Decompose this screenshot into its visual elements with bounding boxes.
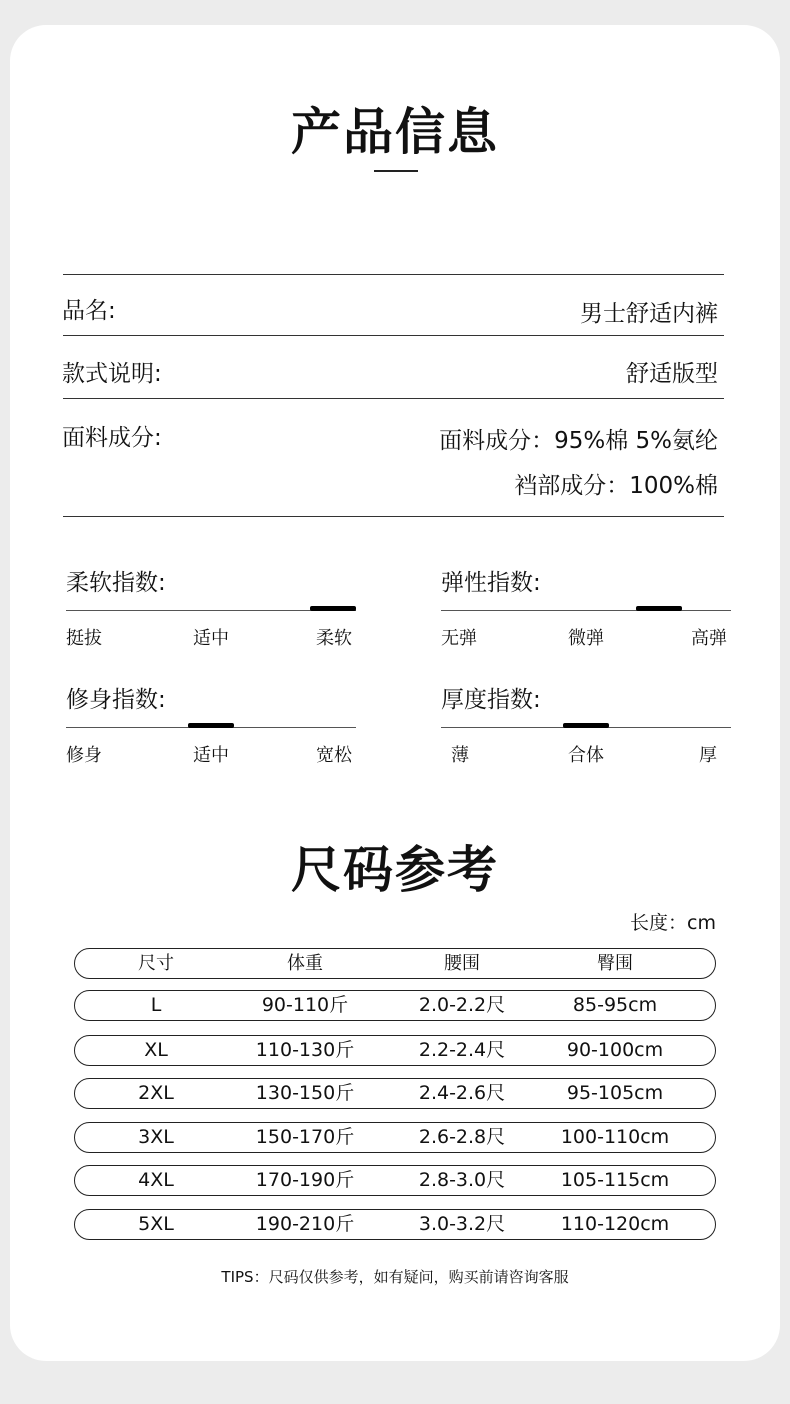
unit-note: 长度：cm bbox=[630, 912, 716, 934]
divider bbox=[63, 335, 724, 336]
meter-label-high: 宽松 bbox=[316, 745, 352, 766]
info-value-crotch: 裆部成分：100%棉 bbox=[514, 473, 718, 499]
cell-weight: 190-210斤 bbox=[255, 1213, 355, 1235]
cell-waist: 2.8-3.0尺 bbox=[418, 1169, 506, 1191]
meter-marker bbox=[636, 606, 682, 611]
meter-title: 厚度指数: bbox=[441, 687, 541, 713]
meter-label-mid: 合体 bbox=[568, 745, 604, 766]
meter-title: 修身指数: bbox=[66, 687, 166, 713]
meter-marker bbox=[188, 723, 234, 728]
meter-label-high: 厚 bbox=[699, 745, 717, 766]
table-row bbox=[74, 1035, 716, 1066]
cell-weight: 90-110斤 bbox=[261, 994, 349, 1016]
cell-hip: 85-95cm bbox=[572, 994, 658, 1016]
meter-label-high: 高弹 bbox=[691, 628, 727, 649]
cell-size: 5XL bbox=[138, 1213, 174, 1235]
cell-size: L bbox=[150, 994, 162, 1016]
cell-hip: 110-120cm bbox=[560, 1213, 670, 1235]
product-info-title: 产品信息 bbox=[291, 103, 499, 161]
cell-waist: 2.0-2.2尺 bbox=[418, 994, 506, 1016]
meter-marker bbox=[563, 723, 609, 728]
meter-label-low: 挺拔 bbox=[66, 628, 102, 649]
meter-label-mid: 适中 bbox=[193, 745, 229, 766]
info-label-fabric: 面料成分: bbox=[62, 425, 162, 451]
cell-hip: 100-110cm bbox=[560, 1126, 670, 1148]
meter-title: 柔软指数: bbox=[66, 570, 166, 596]
elasticity-meter bbox=[441, 564, 731, 649]
info-label-style: 款式说明: bbox=[62, 361, 162, 387]
info-label-name: 品名: bbox=[62, 298, 116, 324]
cell-waist: 2.6-2.8尺 bbox=[418, 1126, 506, 1148]
cell-hip: 95-105cm bbox=[566, 1082, 664, 1104]
table-row bbox=[74, 990, 716, 1021]
info-value-style: 舒适版型 bbox=[626, 361, 718, 387]
cell-weight: 130-150斤 bbox=[255, 1082, 355, 1104]
table-row bbox=[74, 1165, 716, 1196]
meter-label-mid: 微弹 bbox=[568, 628, 604, 649]
meter-label-high: 柔软 bbox=[316, 628, 352, 649]
meter-title: 弹性指数: bbox=[441, 570, 541, 596]
header-weight: 体重 bbox=[287, 953, 323, 974]
tips-note: TIPS：尺码仅供参考，如有疑问，购买前请咨询客服 bbox=[221, 1268, 569, 1286]
title-underline bbox=[374, 170, 418, 172]
cell-size: 2XL bbox=[138, 1082, 174, 1104]
cell-hip: 90-100cm bbox=[566, 1039, 664, 1061]
cell-weight: 110-130斤 bbox=[255, 1039, 355, 1061]
cell-weight: 150-170斤 bbox=[255, 1126, 355, 1148]
meter-label-low: 修身 bbox=[66, 745, 102, 766]
cell-hip: 105-115cm bbox=[560, 1169, 670, 1191]
table-row bbox=[74, 1078, 716, 1109]
divider bbox=[63, 398, 724, 399]
header-size: 尺寸 bbox=[138, 953, 174, 974]
cell-size: 4XL bbox=[138, 1169, 174, 1191]
table-header-row bbox=[74, 948, 716, 979]
divider bbox=[63, 516, 724, 517]
cell-weight: 170-190斤 bbox=[255, 1169, 355, 1191]
header-waist: 腰围 bbox=[444, 953, 480, 974]
table-row bbox=[74, 1122, 716, 1153]
meter-label-low: 薄 bbox=[451, 745, 469, 766]
thickness-meter bbox=[441, 681, 731, 766]
info-value-fabric: 面料成分：95%棉 5%氨纶 bbox=[439, 428, 718, 454]
meter-label-low: 无弹 bbox=[441, 628, 477, 649]
header-hip: 臀围 bbox=[597, 953, 633, 974]
size-reference-title: 尺码参考 bbox=[291, 841, 499, 899]
softness-meter bbox=[66, 564, 356, 649]
cell-size: XL bbox=[144, 1039, 168, 1061]
cell-waist: 3.0-3.2尺 bbox=[418, 1213, 506, 1235]
divider bbox=[63, 274, 724, 275]
info-value-name: 男士舒适内裤 bbox=[580, 301, 718, 327]
table-row bbox=[74, 1209, 716, 1240]
cell-waist: 2.2-2.4尺 bbox=[418, 1039, 506, 1061]
fit-meter bbox=[66, 681, 356, 766]
cell-waist: 2.4-2.6尺 bbox=[418, 1082, 506, 1104]
cell-size: 3XL bbox=[138, 1126, 174, 1148]
meter-marker bbox=[310, 606, 356, 611]
meter-track bbox=[441, 610, 731, 611]
meter-label-mid: 适中 bbox=[193, 628, 229, 649]
